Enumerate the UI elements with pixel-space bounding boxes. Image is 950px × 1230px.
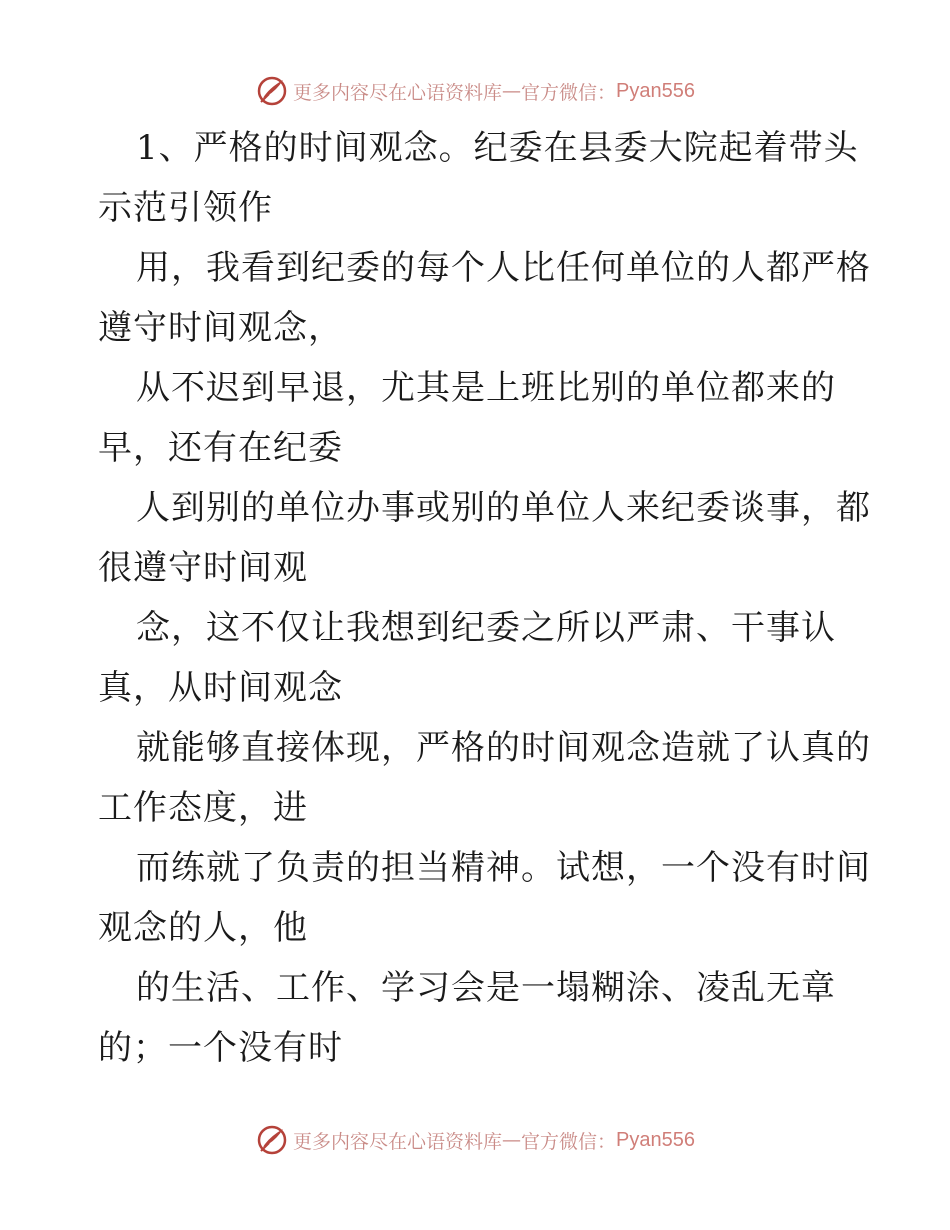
- body-line: 很遵守时间观: [98, 548, 308, 588]
- feather-pen-circle-icon: [255, 1123, 289, 1157]
- body-line: 的；一个没有时: [98, 1028, 343, 1068]
- banner-wechat-label: 官方微信：: [521, 81, 617, 104]
- body-line: 示范引领作: [98, 188, 273, 228]
- banner-wechat-id: Pyan556: [616, 79, 695, 102]
- body-line: 从不迟到早退，尤其是上班比别的单位都来的: [136, 368, 836, 408]
- body-line: 1、严格的时间观念。纪委在县委大院起着带头: [136, 128, 859, 168]
- footer-banner: [0, 1120, 950, 1160]
- document-body: [98, 118, 871, 1078]
- body-line: 就能够直接体现，严格的时间观念造就了认真的: [136, 728, 871, 768]
- banner-wechat-id: Pyan556: [616, 1128, 695, 1151]
- body-line: 的生活、工作、学习会是一塌糊涂、凌乱无章: [136, 968, 836, 1008]
- body-line: 早，还有在纪委: [98, 428, 343, 468]
- banner-wechat-label: 官方微信：: [521, 1130, 617, 1153]
- body-line: 念，这不仅让我想到纪委之所以严肃、干事认: [136, 608, 836, 648]
- body-line: 而练就了负责的担当精神。试想，一个没有时间: [136, 848, 871, 888]
- body-line: 观念的人，他: [98, 908, 308, 948]
- body-line: 真，从时间观念: [98, 668, 343, 708]
- banner-separator: —: [502, 80, 522, 102]
- body-line: 遵守时间观念，: [98, 308, 343, 348]
- body-line: 用，我看到纪委的每个人比任何单位的人都严格: [136, 248, 871, 288]
- header-banner: [0, 71, 950, 111]
- feather-pen-circle-icon: [255, 74, 289, 108]
- body-line: 人到别的单位办事或别的单位人来纪委谈事，都: [136, 488, 871, 528]
- banner-text: 更多内容尽在心语资料库: [293, 1130, 503, 1153]
- body-line: 工作态度，进: [98, 788, 308, 828]
- banner-separator: —: [502, 1129, 522, 1151]
- banner-text: 更多内容尽在心语资料库: [293, 81, 503, 104]
